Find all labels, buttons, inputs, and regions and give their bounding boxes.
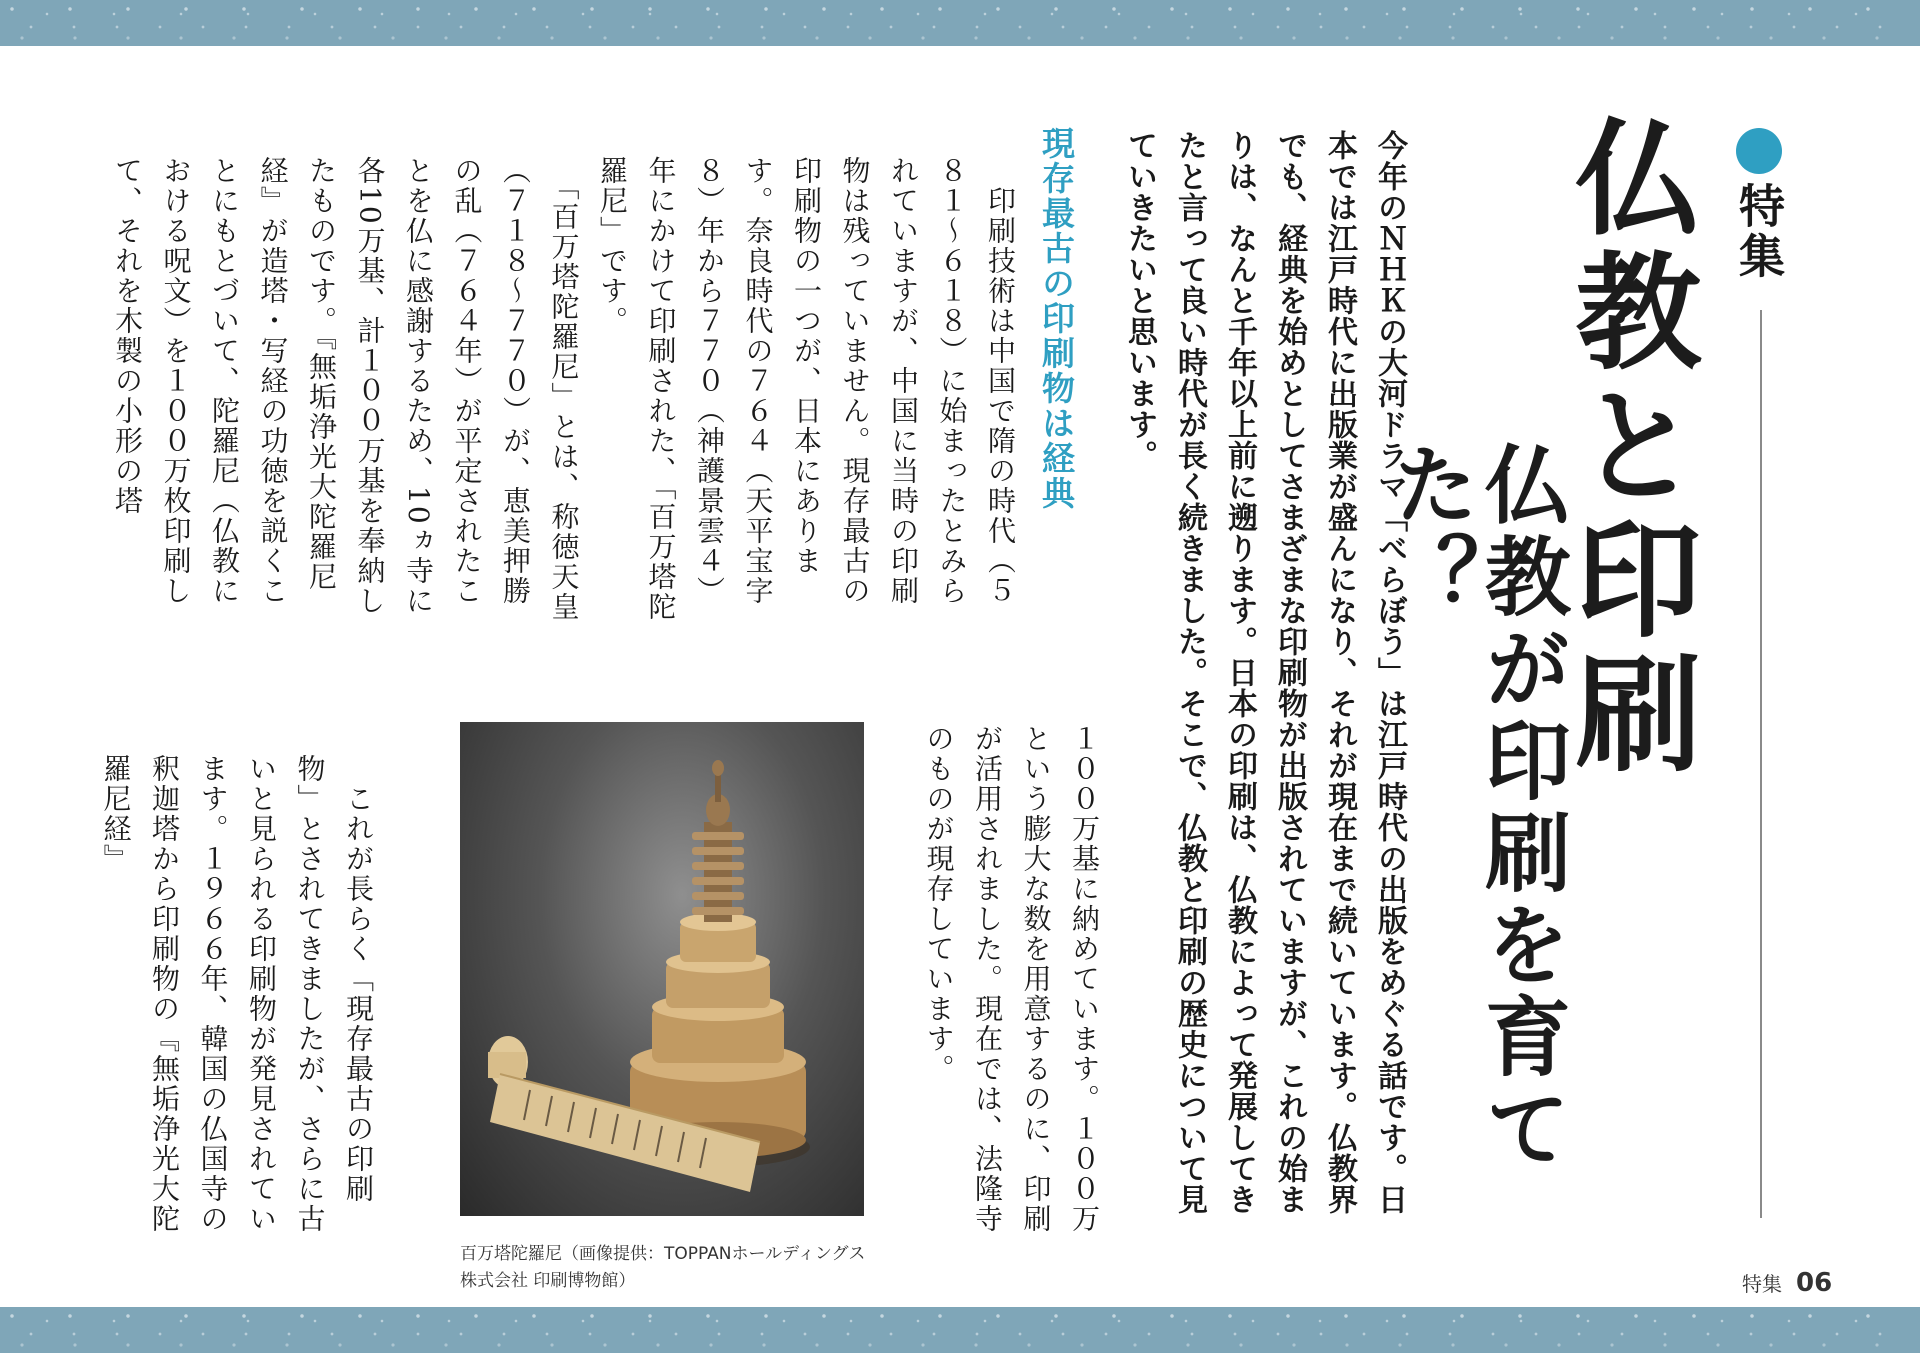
page-title: 仏教と印刷 [1555, 112, 1703, 782]
top-decorative-band [0, 0, 1920, 46]
title-divider [1760, 310, 1762, 1218]
page-footer [1742, 1268, 1832, 1298]
bottom-decorative-band [0, 1307, 1920, 1353]
section-heading: 現存最古の印刷物は経典 [1037, 126, 1076, 511]
page-subtitle: 仏教が印刷を育てた？ [1378, 440, 1571, 1176]
lead-paragraph: 今年のＮＨＫの大河ドラマ「べらぼう」は江戸時代の出版をめぐる話です。日本では江戸時代に出版業が盛んになり、それが現在まで続いています。仏教界でも、経典を始めとしてさまざまな印刷物が出版されていますが、これの始まりは、なんと千年以上前に遡ります。日本の印刷は、仏教によって発展してきたと言って良い時代が長く続きました。そこで、仏教と印刷の歴史について見ていきたいと思います。 [1122, 130, 1407, 1215]
body-text-continued: １００万基に納めています。１００万という膨大な数を用意するのに、印刷が活用されました。現在では、法隆寺のものが現存しています。 [922, 724, 1101, 1234]
feature-dot-icon [1736, 128, 1782, 174]
feature-tag: 特集 [1732, 182, 1786, 282]
body-text-upper: 印刷技術は中国で隋の時代（５８１〜６１８）に始まったとみられていますが、中国に当時の印刷物は残っていません。現存最古の印刷物の一つが、日本にあります。奈良時代の７６４（天平宝字８）年から７７０（神護景雲４）年にかけて印刷された、「百万塔陀羅尼」です。 「百万塔陀羅尼」とは、称徳天皇（７１８〜７７０）が、恵美押勝の乱（７６４年）が平定されたことを仏に感謝するため、10ヵ寺に各10万基、計１００万基を奉納したものです。『無垢浄光大陀羅尼経』が造塔・写経の功徳を説くことにもとづいて、陀羅尼（仏教における呪文）を１００万枚印刷して、それを木製の小形の塔 [111, 156, 1017, 622]
photo-caption: 百万塔陀羅尼（画像提供：TOPPANホールディングス株式会社 印刷博物館） [460, 1244, 866, 1291]
hyakumanto-photo [460, 722, 864, 1216]
footer-section-label: 特集 [1742, 1272, 1782, 1296]
body-text-lower: これが長らく「現存最古の印刷物」とされてきましたが、さらに古いと見られる印刷物が発見されています。１９６６年、韓国の仏国寺の釈迦塔から印刷物の『無垢浄光大陀羅尼経』 [99, 754, 375, 1234]
page-number: 06 [1796, 1268, 1833, 1298]
